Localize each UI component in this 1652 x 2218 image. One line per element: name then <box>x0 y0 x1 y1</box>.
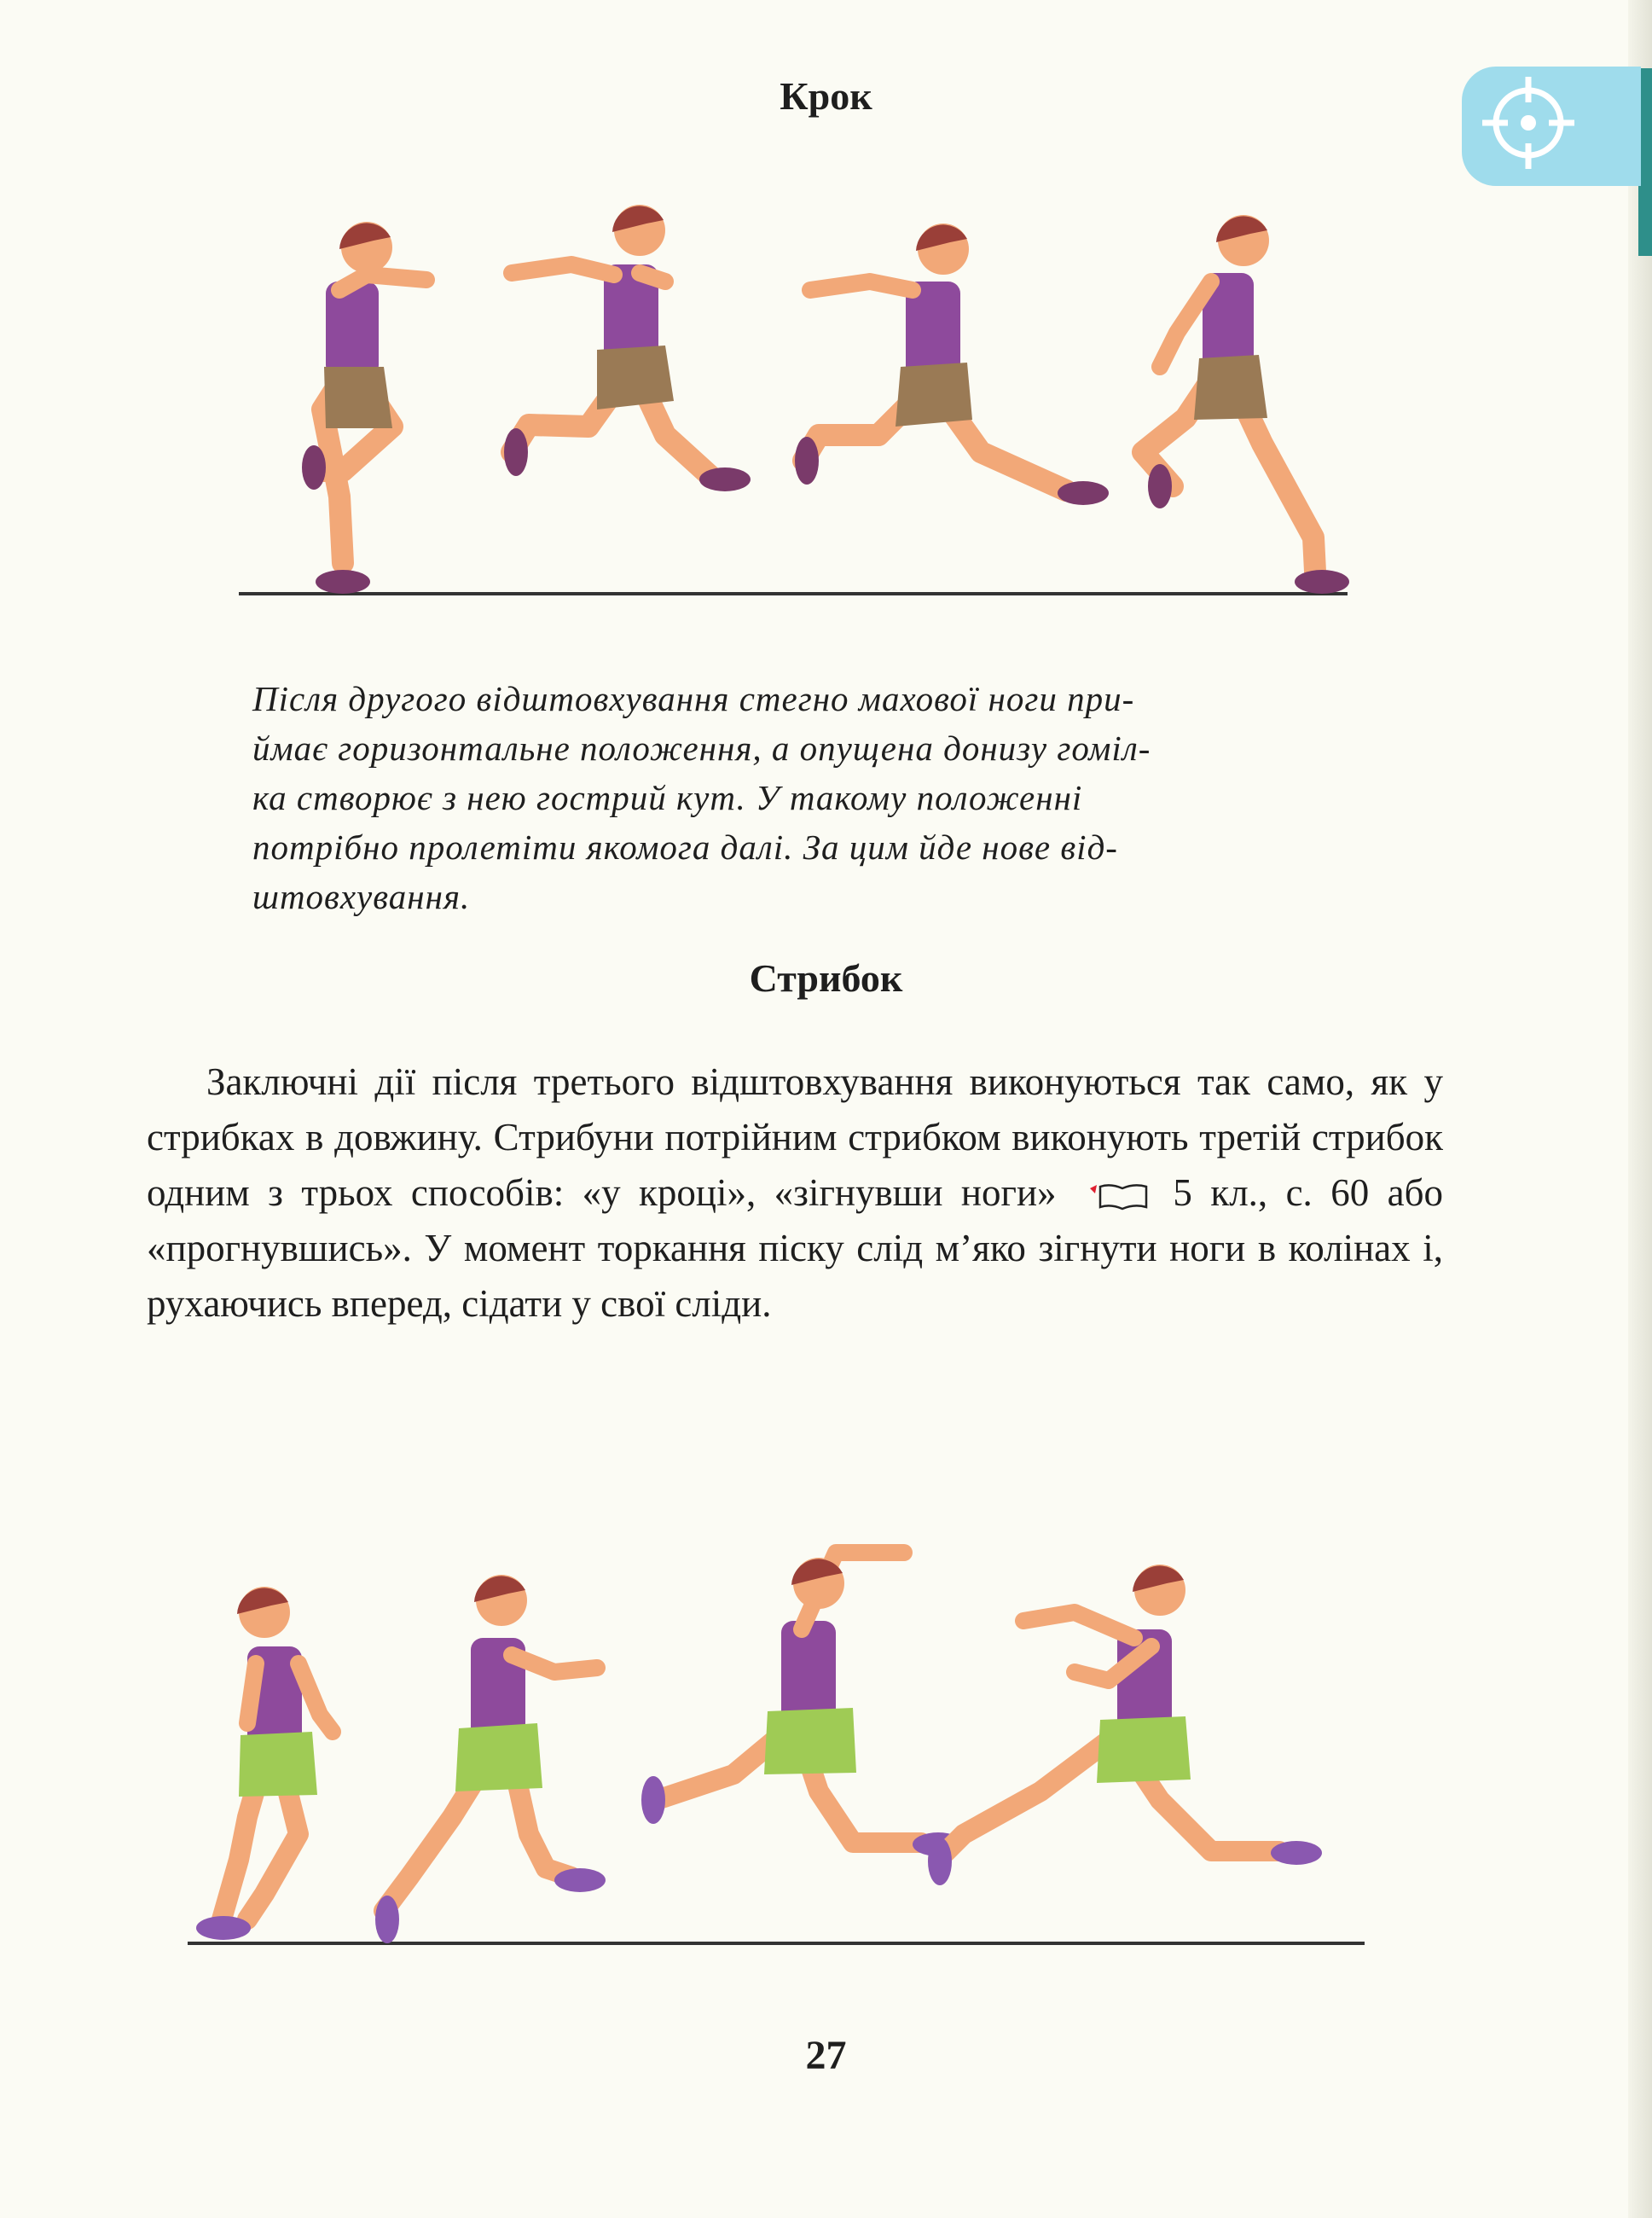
athlete-figure-4 <box>1143 215 1349 594</box>
paragraph-text: Заключні дії після третього відштовхування виконуються так само, як у стрибках в довжину. Стрибуни потрійним стрибком виконують третій стрибок одним з трьох способів: «у кроці», «зігнувши ноги» <box>147 1060 1443 1214</box>
caption-line: Після другого відштовхування стегно махової ноги при- <box>252 679 1135 718</box>
step-caption <box>252 674 1378 921</box>
caption-line: ймає горизонтальне положення, а опущена донизу гоміл- <box>252 729 1151 768</box>
jump-paragraph <box>147 1054 1443 1332</box>
athlete-figure-3 <box>795 224 1109 505</box>
cross-reference: 5 кл., с. 60 <box>1173 1171 1370 1214</box>
jump-phase-illustration <box>171 1518 1416 1962</box>
paragraph-text: або «прогнувшись». У момент торкання піску слід м’яко зігнути ноги в колінах і, рухаючись вперед, сідати у свої сліди. <box>147 1171 1444 1325</box>
caption-line: штовхування. <box>252 877 471 916</box>
jump-section-title: Стрибок <box>749 956 903 1000</box>
page-number: 27 <box>805 2033 847 2078</box>
caption-line: потрібно пролетіти якомога далі. За цим йде нове від- <box>252 827 1118 867</box>
athlete-figure-8 <box>928 1565 1322 1885</box>
open-book-icon <box>1087 1182 1150 1212</box>
athlete-figure-5 <box>196 1587 333 1940</box>
page-edge <box>1628 0 1652 2218</box>
athlete-figure-6 <box>375 1575 606 1943</box>
step-section-title: Крок <box>780 74 872 118</box>
athlete-figure-2 <box>504 205 751 491</box>
step-phase-illustration <box>230 196 1390 606</box>
athlete-figure-7 <box>641 1553 964 1856</box>
caption-line: ка створює з нею гострий кут. У такому положенні <box>252 778 1083 817</box>
athlete-figure-1 <box>302 222 426 594</box>
